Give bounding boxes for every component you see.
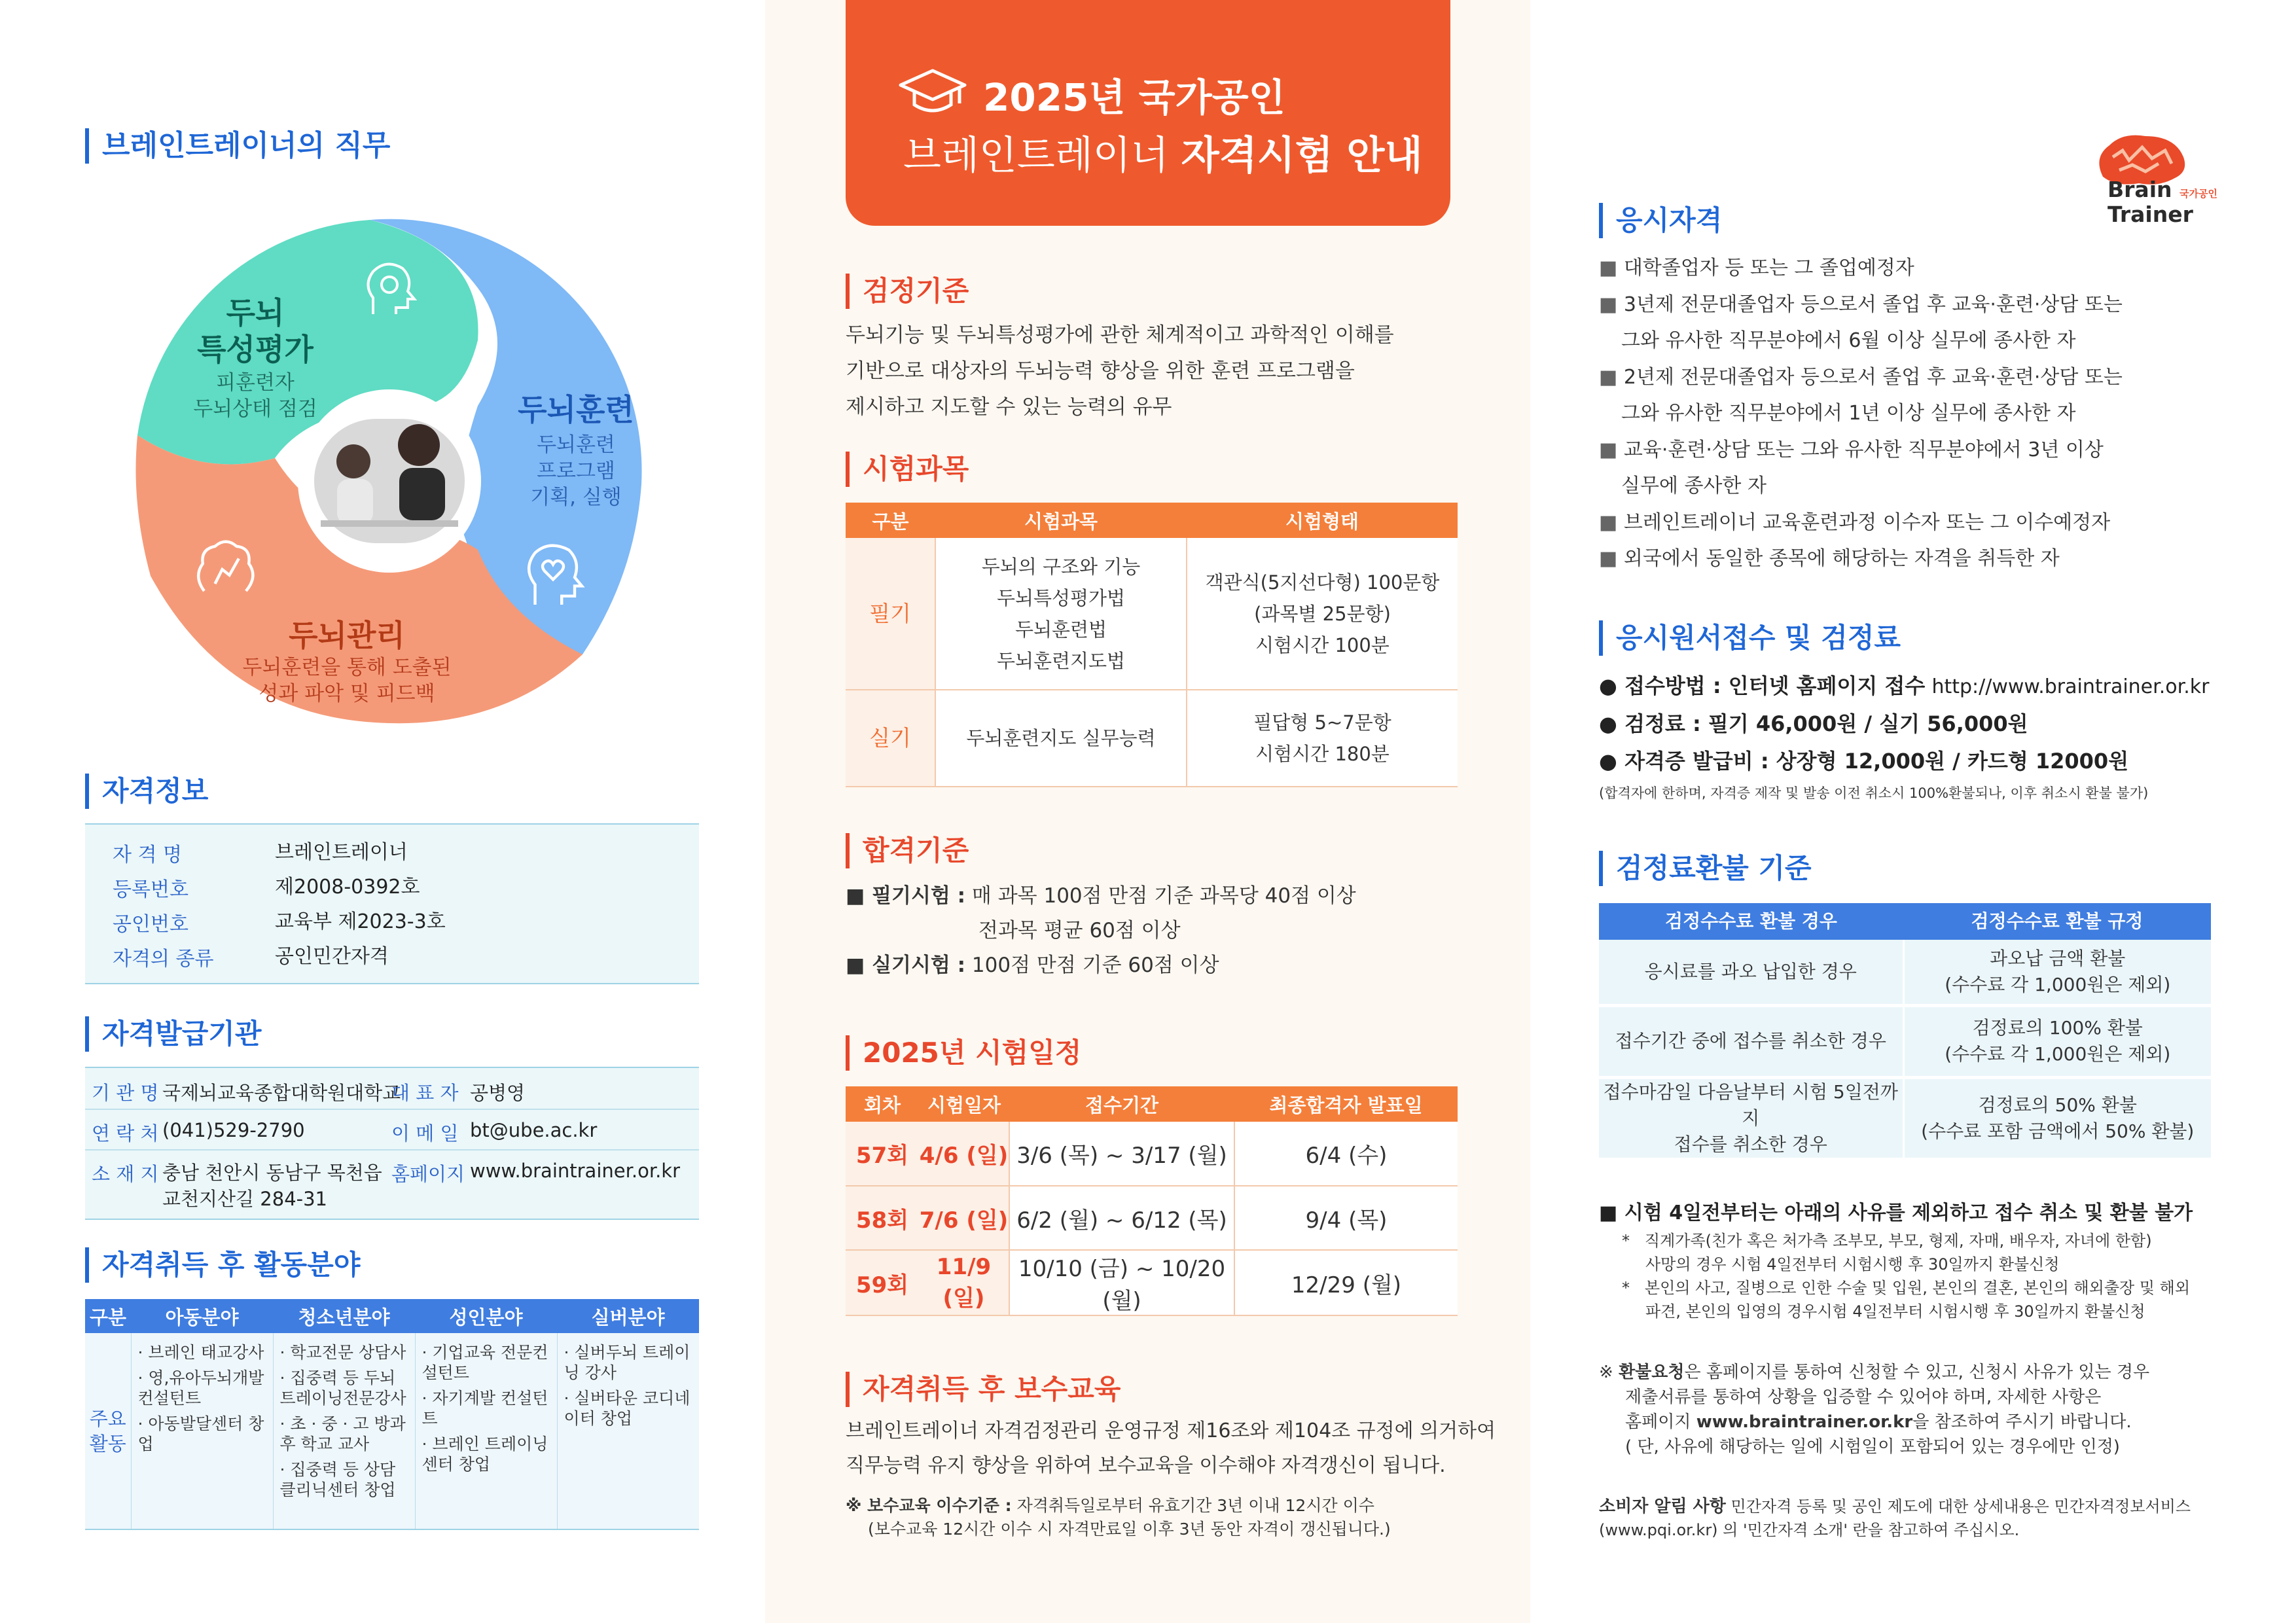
- eligibility-item: ■ 브레인트레이너 교육훈련과정 이수자 또는 그 이수예정자: [1599, 510, 2111, 534]
- note-mark: ※: [1599, 1363, 1613, 1382]
- issuer-tel-value: (041)529-2790: [162, 1119, 305, 1141]
- consumer-notice-label: 소비자 알림 사항: [1599, 1497, 1726, 1516]
- activity-header-child: 아동분야: [165, 1306, 239, 1329]
- refund-request-line: ( 단, 사유에 해당하는 일에 시험일이 포함되어 있는 경우에만 인정): [1625, 1437, 2120, 1457]
- subjects-title: 시험과목: [846, 452, 969, 487]
- qual-key-type: 자격의 종류: [113, 948, 214, 971]
- issuer-addr-value: [162, 1160, 382, 1212]
- qual-info-box: [85, 823, 699, 984]
- schedule-title: 2025년 시험일정: [846, 1035, 1081, 1071]
- refund-rule-line: 검정료의 50% 환불: [1978, 1094, 2137, 1116]
- refund-request-line: 홈페이지: [1625, 1412, 1696, 1432]
- subjects-table: [846, 503, 1458, 787]
- refund-case: [1599, 1077, 1903, 1158]
- eligibility-item: ■ 2년제 전문대졸업자 등으로서 졸업 후 교육·훈련·상담 또는 그와 유사한 직무분야에서 1년 이상 실무에 종사한 자: [1599, 359, 2123, 432]
- left-panel: [0, 0, 765, 1623]
- eligibility-list: [1599, 250, 2123, 577]
- subjects-header-form: 시험형태: [1285, 510, 1359, 533]
- criteria-text: [846, 317, 1394, 425]
- refund-case-line: 응시료를 과오 납입한 경우: [1644, 960, 1857, 982]
- activity-item: · 영,유아두뇌개발 컨설턴트: [137, 1368, 264, 1408]
- cpd-line: 직무능력 유지 향상을 위하여 보수교육을 이수해야 자격갱신이 됩니다.: [846, 1454, 1446, 1477]
- apply-title: 응시원서접수 및 검정료: [1599, 620, 1901, 656]
- wheel-eval-desc-line2: 두뇌상태 점검: [193, 397, 317, 421]
- refund-rule: [1903, 940, 2211, 1005]
- notice-sub: 파견, 본인의 입영의 경우시험 4일전부터 시험시행 후 30일까지 환불신청: [1645, 1302, 2145, 1321]
- refund-header-case: 검정수수료 환불 경우: [1665, 910, 1837, 932]
- activity-header-silver: 실버분야: [591, 1306, 665, 1329]
- subject-item: 두뇌의 구조와 기능: [981, 555, 1141, 578]
- wheel-eval-title-line2: 특성평가: [197, 332, 314, 367]
- cpd-note: [846, 1494, 1391, 1541]
- criteria-line: 제시하고 지도할 수 있는 능력의 유무: [846, 395, 1172, 419]
- form-line: (과목별 25문항): [1254, 602, 1391, 625]
- issuer-box: [85, 1067, 699, 1220]
- issuer-title: 자격발급기관: [85, 1016, 261, 1052]
- header-title-emph: 자격시험 안내: [1181, 133, 1423, 179]
- eligibility-text: 2년제 전문대졸업자 등으로서 졸업 후 교육·훈련·상담 또는: [1623, 365, 2123, 389]
- wheel-train-desc: [484, 432, 668, 510]
- head-gears-icon: [357, 259, 422, 324]
- wheel-eval-desc: [144, 370, 367, 422]
- logo-wordmark: [2108, 179, 2217, 225]
- schedule-ann: 9/4 (목): [1234, 1186, 1458, 1250]
- wheel-train-desc-line2: 프로그램: [537, 459, 615, 483]
- qual-key-reg: 등록번호: [113, 878, 188, 901]
- eligibility-text: 그와 유사한 직무분야에서 6월 이상 실무에 종사한 자: [1621, 329, 2076, 352]
- wheel-manage-title: 두뇌관리: [289, 618, 405, 653]
- refund-table: [1599, 903, 2211, 1158]
- form-line: 시험시간 100분: [1255, 633, 1390, 656]
- logo-brain: Brain: [2108, 177, 2172, 202]
- activity-item: · 브레인 트레이닝 센터 창업: [422, 1435, 548, 1474]
- apply-note: (합격자에 한하며, 자격증 제작 및 발송 이전 취소시 100%환불되나, 이후 취소시 환불 불가): [1599, 785, 2149, 801]
- wheel-eval-title-line1: 두뇌: [226, 295, 285, 330]
- refund-case-line: 접수기간 중에 접수를 취소한 경우: [1615, 1030, 1886, 1052]
- refund-case: [1599, 1005, 1903, 1077]
- pass-written-1: 매 과목 100점 만점 기준 과목당 40점 이상: [971, 884, 1356, 908]
- head-heart-icon: [517, 540, 589, 612]
- refund-title: 검정료환불 기준: [1599, 851, 1812, 886]
- consumer-notice-line: 민간자격 등록 및 공인 제도에 대한 상세내용은 민간자격정보서비스: [1725, 1497, 2191, 1516]
- schedule-header-date: 시험일자: [927, 1094, 1001, 1116]
- refund-rule-line: 과오납 금액 환불: [1990, 947, 2126, 969]
- refund-request-label: 환불요청: [1619, 1363, 1685, 1382]
- homepage-link[interactable]: www.braintrainer.or.kr: [1696, 1412, 1913, 1432]
- logo-tag: 국가공인: [2179, 188, 2217, 200]
- schedule-ann: 12/29 (월): [1234, 1250, 1458, 1315]
- refund-request-note: [1599, 1360, 2149, 1459]
- subjects-header-cat: 구분: [872, 510, 909, 533]
- form-line: 필답형 5~7문항: [1253, 711, 1391, 734]
- wheel-eval-desc-line1: 피훈련자: [216, 371, 295, 395]
- notice-sublist: * 직계가족(친가 혹은 처가측 조부모, 부모, 형제, 자매, 배우자, 자녀에 한함) 사망의 경우 시험 4일전부터 시험시행 후 30일까지 환불신청 * 본인의 사고, 질병으로 인한 수술 및 입원, 본인의 결혼, 본인의 해외출장 및 해외 파견, 본인의 입영의 경우시험 4일전부터 시험시행 후 30일까지 환불신청: [1622, 1229, 2190, 1323]
- eligibility-text: 그와 유사한 직무분야에서 1년 이상 실무에 종사한 자: [1621, 402, 2076, 425]
- eligibility-text: 대학졸업자 등 또는 그 졸업예정자: [1623, 257, 1914, 279]
- eligibility-text: 브레인트레이너 교육훈련과정 이수자 또는 그 이수예정자: [1623, 510, 2111, 534]
- activity-table: [85, 1299, 699, 1530]
- refund-rule-line: (수수료 포함 금액에서 50% 환불): [1921, 1120, 2195, 1142]
- schedule-date: 11/9 (일): [919, 1250, 1009, 1315]
- wheel-train-desc-line3: 기획, 실행: [530, 486, 622, 509]
- issuer-mail-key: 이 메 일: [391, 1122, 459, 1145]
- logo-trainer: Trainer: [2108, 202, 2193, 227]
- schedule-date: 7/6 (일): [919, 1186, 1009, 1250]
- subjects-practical-label: 실기: [846, 690, 935, 787]
- refund-case-line: 접수마감일 다음날부터 시험 5일전까지: [1603, 1080, 1898, 1129]
- activity-item: · 실버타운 코디네이터 창업: [564, 1389, 691, 1428]
- refund-rule: [1903, 1077, 2211, 1158]
- criteria-title: 검정기준: [846, 274, 969, 309]
- eligibility-text: 3년제 전문대졸업자 등으로서 졸업 후 교육·훈련·상담 또는: [1623, 293, 2123, 316]
- issuer-mail-value[interactable]: bt@ube.ac.kr: [470, 1119, 598, 1141]
- brain-growth-icon: [190, 533, 262, 605]
- schedule-table: [846, 1086, 1458, 1316]
- issuer-addr-line2: 교천지산길 284-31: [162, 1188, 328, 1210]
- pass-practical-label: ■ 실기시험 :: [846, 954, 966, 977]
- wheel-train-title: 두뇌훈련: [518, 392, 634, 427]
- schedule-period: 6/2 (월) ~ 6/12 (목): [1009, 1186, 1234, 1250]
- apply-bullet: ●: [1599, 673, 1625, 698]
- consumer-notice: [1599, 1495, 2191, 1542]
- subjects-written-list: [935, 538, 1187, 690]
- subject-item: 두뇌훈련지도법: [996, 649, 1126, 672]
- middle-panel: [765, 0, 1530, 1623]
- header-banner: [846, 0, 1450, 226]
- refund-rule-line: (수수료 각 1,000원은 제외): [1945, 973, 2171, 995]
- eligibility-text: 교육·훈련·상담 또는 그와 유사한 직무분야에서 3년 이상: [1623, 438, 2104, 461]
- qual-val-type: 공인민간자격: [275, 945, 389, 968]
- pass-written-2: 전과목 평균 60점 이상: [978, 919, 1181, 942]
- activity-col-youth: [273, 1333, 415, 1529]
- activity-item: · 자기계발 컨설턴트: [422, 1389, 548, 1428]
- schedule-no: 58회: [846, 1186, 919, 1250]
- issuer-org-value: 국제뇌교육종합대학원대학교: [162, 1082, 401, 1104]
- form-line: 객관식(5지선다형) 100문항: [1205, 571, 1440, 594]
- cpd-note-2: (보수교육 12시간 이수 시 자격만료일 이후 3년 동안 자격이 갱신됩니다.): [868, 1520, 1391, 1539]
- wheel-manage-desc-line2: 성과 파악 및 피드백: [259, 682, 435, 705]
- eligibility-item: ■ 외국에서 동일한 종목에 해당하는 자격을 취득한 자: [1599, 547, 2060, 570]
- subjects-written-label: 필기: [846, 538, 935, 690]
- apply-fee: 검정료 : 필기 46,000원 / 실기 56,000원: [1624, 711, 2028, 736]
- refund-request-line: 제출서류를 통하여 상황을 입증할 수 있어야 하며, 자세한 사항은: [1625, 1387, 2102, 1407]
- schedule-date: 4/6 (일): [919, 1122, 1009, 1186]
- activity-item: · 학교전문 상담사: [279, 1343, 406, 1362]
- qual-val-name: 브레인트레이너: [275, 841, 408, 864]
- activity-row-label: [85, 1333, 131, 1529]
- pass-text: [846, 879, 1356, 983]
- schedule-row: [846, 1186, 1458, 1250]
- notice-sub: 직계가족(친가 혹은 처가측 조부모, 부모, 형제, 자매, 배우자, 자녀에 한함): [1644, 1232, 2152, 1250]
- refund-header-rule: 검정수수료 환불 규정: [1971, 910, 2144, 932]
- header-title-line1: 2025년 국가공인: [983, 75, 1285, 120]
- subjects-header-subject: 시험과목: [1024, 510, 1098, 533]
- pass-title: 합격기준: [846, 833, 969, 868]
- subjects-practical-form: [1187, 690, 1458, 787]
- issuer-addr-key: 소 재 지: [92, 1163, 159, 1185]
- notice-sub: 사망의 경우 시험 4일전부터 시험시행 후 30일까지 환불신청: [1645, 1255, 2060, 1274]
- cpd-title: 자격취득 후 보수교육: [846, 1372, 1121, 1407]
- qual-key-name: 자 격 명: [113, 844, 183, 866]
- cpd-note-1: 자격취득일로부터 유효기간 3년 이내 12시간 이수: [1011, 1496, 1374, 1515]
- refund-request-line: 은 홈페이지를 통하여 신청할 수 있고, 신청시 사유가 있는 경우: [1684, 1363, 2150, 1382]
- schedule-no: 59회: [846, 1250, 919, 1315]
- issuer-addr-line1: 충남 천안시 동남구 목천읍: [162, 1162, 382, 1184]
- cpd-text: [846, 1414, 1496, 1483]
- schedule-row: [846, 1250, 1458, 1315]
- activity-row-label-2: 활동: [89, 1432, 126, 1455]
- refund-row: [1599, 1005, 2211, 1077]
- subject-item: 두뇌훈련법: [1014, 618, 1107, 641]
- qual-key-cert: 공인번호: [113, 913, 188, 936]
- criteria-line: 두뇌기능 및 두뇌특성평가에 관한 체계적이고 과학적인 이해를: [846, 323, 1394, 347]
- activity-col-child: [131, 1333, 273, 1529]
- qual-info-title: 자격정보: [85, 774, 208, 809]
- refund-row: [1599, 940, 2211, 1005]
- activity-item: · 실버두뇌 트레이닝 강사: [564, 1343, 691, 1382]
- apply-method: 접수방법 : 인터넷 홈페이지 접수: [1624, 673, 1926, 698]
- refund-request-line: 을 참조하여 주시기 바랍니다.: [1912, 1412, 2132, 1432]
- schedule-no: 57회: [846, 1122, 919, 1186]
- subjects-practical-subject: 두뇌훈련지도 실무능력: [935, 690, 1187, 787]
- subject-item: 두뇌특성평가법: [996, 586, 1126, 609]
- refund-rule-line: (수수료 각 1,000원은 제외): [1945, 1043, 2171, 1065]
- issuer-org-key: 기 관 명: [92, 1082, 159, 1104]
- wheel-manage-desc: [196, 654, 497, 707]
- cpd-note-label: ※ 보수교육 이수기준 :: [846, 1496, 1012, 1515]
- subjects-written-form: [1187, 538, 1458, 690]
- criteria-line: 기반으로 대상자의 두뇌능력 향상을 위한 훈련 프로그램을: [846, 359, 1355, 383]
- issuer-tel-key: 연 락 처: [92, 1122, 159, 1145]
- eligibility-title: 응시자격: [1599, 203, 1722, 238]
- consumer-notice-line: (www.pqi.or.kr) 의 '민간자격 소개' 란을 참고하여 주십시오.: [1599, 1521, 2020, 1539]
- issuer-home-key: 홈페이지: [391, 1163, 465, 1185]
- activity-header-cat: 구분: [89, 1306, 127, 1329]
- right-panel: [1530, 0, 2296, 1623]
- activity-header-adult: 성인분야: [449, 1306, 523, 1329]
- cpd-line: 브레인트레이너 자격검정관리 운영규정 제16조와 제104조 규정에 의거하여: [846, 1419, 1496, 1442]
- refund-rule-line: 검정료의 100% 환불: [1972, 1017, 2143, 1039]
- issuer-ceo-value: 공병영: [470, 1082, 526, 1104]
- duties-title: 브레인트레이너의 직무: [85, 128, 390, 164]
- qual-val-reg: 제2008-0392호: [275, 876, 420, 899]
- refund-row: [1599, 1077, 2211, 1158]
- issuer-ceo-key: 대 표 자: [391, 1082, 459, 1104]
- eligibility-text: 실무에 종사한 자: [1621, 474, 1767, 497]
- schedule-header-period: 접수기간: [1085, 1094, 1159, 1116]
- form-line: 시험시간 180분: [1255, 743, 1390, 765]
- wheel-manage-desc-line1: 두뇌훈련을 통해 도출된: [242, 656, 452, 679]
- schedule-ann: 6/4 (수): [1234, 1122, 1458, 1186]
- activity-item: · 집중력 등 두뇌 트레이닝전문강사: [279, 1368, 406, 1408]
- qual-info-keys: [113, 838, 213, 976]
- schedule-period: 3/6 (목) ~ 3/17 (월): [1009, 1122, 1234, 1186]
- activity-title: 자격취득 후 활동분야: [85, 1247, 360, 1283]
- issuer-home-value[interactable]: www.braintrainer.or.kr: [470, 1160, 681, 1182]
- pass-practical-1: 100점 만점 기준 60점 이상: [971, 954, 1219, 977]
- schedule-row: [846, 1122, 1458, 1186]
- apply-url-link[interactable]: http://www.braintrainer.or.kr: [1931, 675, 2210, 698]
- eligibility-item: ■ 교육·훈련·상담 또는 그와 유사한 직무분야에서 3년 이상 실무에 종사한 자: [1599, 432, 2123, 505]
- refund-case-line: 접수를 취소한 경우: [1674, 1133, 1827, 1155]
- refund-case: [1599, 940, 1903, 1005]
- activity-row-label-1: 주요: [89, 1407, 126, 1430]
- activity-item: · 집중력 등 상담 클리닉센터 창업: [279, 1460, 396, 1499]
- schedule-header-ann: 최종합격자 발표일: [1269, 1094, 1423, 1116]
- activity-item: · 초 · 중 · 고 방과후 학교 교사: [279, 1414, 406, 1454]
- notice-sub: 본인의 사고, 질병으로 인한 수술 및 입원, 본인의 결혼, 본인의 해외출장 및 해외: [1644, 1279, 2191, 1297]
- activity-col-adult: [415, 1333, 557, 1529]
- apply-list: ● 접수방법 : 인터넷 홈페이지 접수 http://www.braintrainer.or.kr ● 검정료 : 필기 46,000원 / 실기 56,000원 ● 자격증 발급비 : 상장형 12,000원 / 카드형 12000원: [1599, 673, 2210, 774]
- activity-col-silver: [557, 1333, 699, 1529]
- pass-written-label: ■ 필기시험 :: [846, 884, 966, 908]
- schedule-header-no: 회차: [863, 1094, 901, 1116]
- wheel-train-desc-line1: 두뇌훈련: [537, 433, 615, 457]
- schedule-period: 10/10 (금) ~ 10/20 (월): [1009, 1250, 1234, 1315]
- apply-cert-fee: 자격증 발급비 : 상장형 12,000원 / 카드형 12000원: [1624, 749, 2129, 774]
- eligibility-item: ■ 대학졸업자 등 또는 그 졸업예정자: [1599, 257, 1914, 279]
- activity-item: · 기업교육 전문컨설턴트: [422, 1343, 548, 1382]
- qual-val-cert: 교육부 제2023-3호: [275, 910, 446, 933]
- graduation-cap-icon: [897, 65, 969, 118]
- header-title-line2: [903, 124, 1422, 181]
- refund-rule: [1903, 1005, 2211, 1077]
- activity-item: · 브레인 태교강사: [137, 1343, 264, 1362]
- activity-header-youth: 청소년분야: [298, 1306, 390, 1329]
- header-title-name: 브레인트레이너: [903, 133, 1181, 179]
- qual-info-values: [275, 835, 446, 974]
- notice-head: ■ 시험 4일전부터는 아래의 사유를 제외하고 접수 취소 및 환불 불가: [1599, 1202, 2193, 1224]
- eligibility-item: ■ 3년제 전문대졸업자 등으로서 졸업 후 교육·훈련·상담 또는 그와 유사한 직무분야에서 6월 이상 실무에 종사한 자: [1599, 287, 2123, 359]
- wheel-eval-title: [144, 294, 367, 368]
- eligibility-text: 외국에서 동일한 종목에 해당하는 자격을 취득한 자: [1623, 547, 2060, 570]
- activity-item: · 아동발달센터 창업: [137, 1414, 264, 1454]
